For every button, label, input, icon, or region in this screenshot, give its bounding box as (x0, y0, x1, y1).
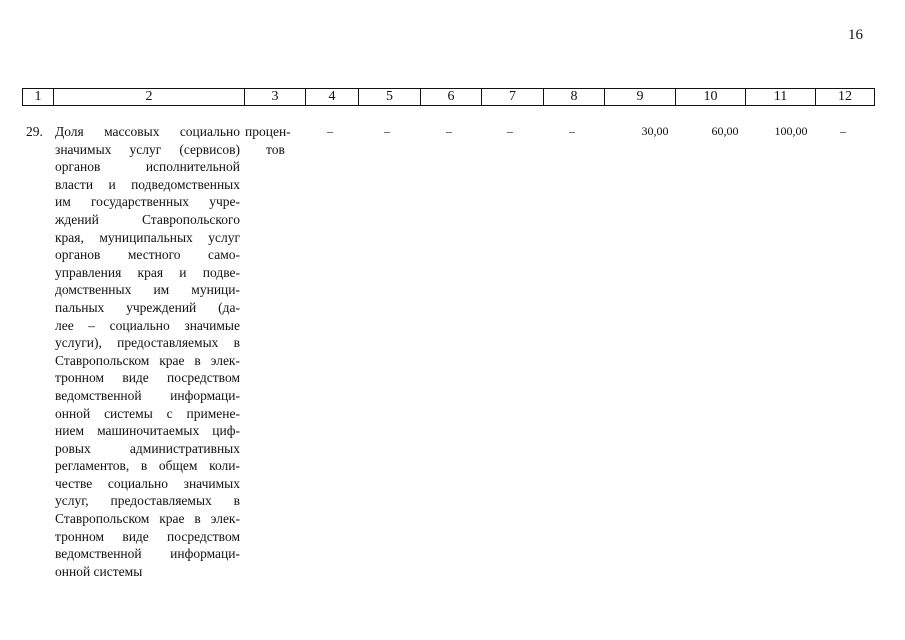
value-col-9: 30,00 (641, 124, 669, 138)
description-line: ровых административных (55, 440, 240, 456)
header-col-11: 11 (745, 89, 815, 105)
description-line: нием машиночитаемых циф- (55, 423, 240, 439)
table-header-row (22, 88, 875, 106)
description-line: домственных им муници- (55, 282, 240, 298)
indicator-description (55, 123, 240, 580)
header-col-2: 2 (53, 89, 244, 105)
description-line: ведомственной информаци- (55, 387, 240, 403)
description-line: края, муниципальных услуг (55, 229, 240, 245)
unit-of-measure (245, 123, 291, 158)
page-number: 16 (848, 27, 863, 43)
header-col-4: 4 (305, 89, 358, 105)
description-line: ведомственной информаци- (55, 546, 240, 562)
header-col-12: 12 (815, 89, 874, 105)
description-line: честве социально значимых (55, 475, 240, 491)
value-col-7: – (507, 124, 513, 138)
description-line: управления края и подве- (55, 264, 240, 280)
description-line: регламентов, в общем коли- (55, 458, 240, 474)
unit-line: тов (266, 141, 285, 157)
description-line: тронном виде посредством (55, 370, 240, 386)
value-col-5: – (384, 124, 390, 138)
description-line: лее – социально значимые (55, 317, 240, 333)
header-col-1: 1 (34, 89, 42, 104)
description-line: ждений Ставропольского (55, 211, 240, 227)
description-line: услуги), предоставляемых в (55, 335, 240, 351)
header-col-3: 3 (244, 89, 305, 105)
description-line: значимых услуг (сервисов) (55, 141, 240, 157)
header-col-7: 7 (481, 89, 543, 105)
description-line: онной системы (55, 563, 143, 579)
header-col-6: 6 (420, 89, 481, 105)
value-col-12: – (840, 124, 846, 138)
value-col-6: – (446, 124, 452, 138)
header-col-8: 8 (543, 89, 604, 105)
header-col-10: 10 (675, 89, 745, 105)
header-col-5: 5 (358, 89, 420, 105)
description-line: им государственных учре- (55, 194, 240, 210)
value-col-10: 60,00 (711, 124, 739, 138)
description-line: пальных учреждений (да- (55, 299, 240, 315)
header-col-9: 9 (604, 89, 675, 105)
row-number: 29. (26, 124, 43, 139)
value-col-4: – (327, 124, 333, 138)
description-line: тронном виде посредством (55, 528, 240, 544)
description-line: Ставропольском крае в элек- (55, 511, 240, 527)
description-line: Ставропольском крае в элек- (55, 352, 240, 368)
unit-line: процен- (245, 124, 291, 139)
description-line: органов исполнительной (55, 159, 240, 175)
description-line: органов местного само- (55, 247, 240, 263)
description-line: онной системы с примене- (55, 405, 240, 421)
value-col-8: – (569, 124, 575, 138)
value-col-11: 100,00 (774, 124, 808, 138)
description-line: услуг, предоставляемых в (55, 493, 240, 509)
description-line: Доля массовых социально (55, 124, 240, 139)
description-line: власти и подведомственных (55, 176, 240, 192)
